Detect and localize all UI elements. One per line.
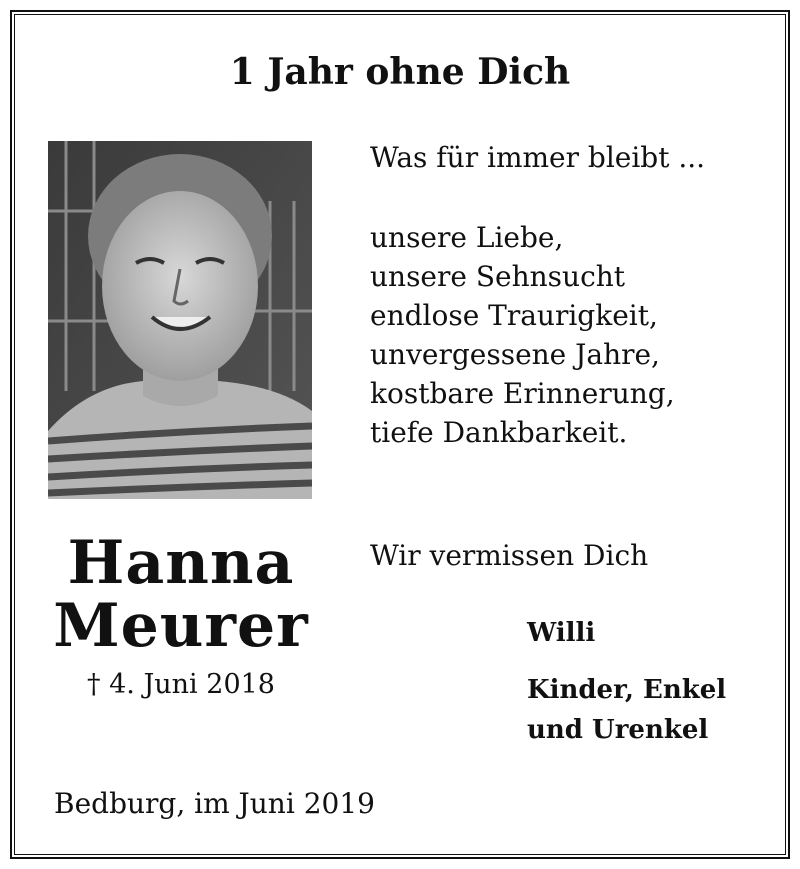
- deceased-first-name: Hanna: [67, 528, 295, 598]
- portrait-illustration: [48, 141, 312, 499]
- poem-line: unsere Sehnsucht: [370, 260, 626, 293]
- poem-line: tiefe Dankbarkeit.: [370, 416, 628, 449]
- poem-closing: Wir vermissen Dich: [370, 539, 649, 572]
- poem-line: unsere Liebe,: [370, 221, 564, 254]
- poem-line: unvergessene Jahre,: [370, 338, 660, 371]
- poem-line: kostbare Erinnerung,: [370, 377, 675, 410]
- signature-line: Kinder, Enkel: [527, 675, 727, 705]
- poem-line: endlose Traurigkeit,: [370, 299, 658, 332]
- place-date-footer: Bedburg, im Juni 2019: [54, 787, 375, 820]
- notice-heading: 1 Jahr ohne Dich: [229, 51, 571, 93]
- poem-lines: [370, 218, 675, 452]
- death-date: † 4. Juni 2018: [87, 669, 275, 700]
- deceased-last-name: Meurer: [53, 591, 309, 661]
- poem-intro: Was für immer bleibt ...: [370, 141, 706, 174]
- signature-line: und Urenkel: [527, 715, 709, 745]
- portrait-photo: [48, 141, 312, 499]
- signature-line: Willi: [527, 618, 596, 648]
